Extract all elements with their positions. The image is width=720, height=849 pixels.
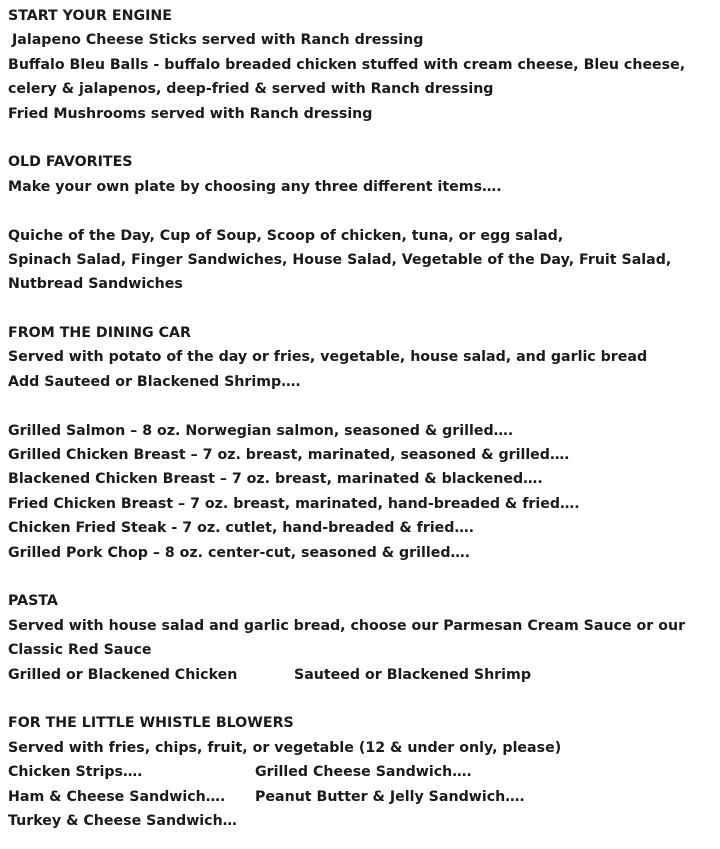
spacer (8, 199, 716, 223)
section-intro: Make your own plate by choosing any three different items…. (8, 178, 502, 195)
spacer (8, 394, 716, 418)
menu-item-list: Quiche of the Day, Cup of Soup, Scoop of chicken, tuna, or egg salad, (8, 227, 564, 244)
section-old-favorites (8, 150, 716, 296)
section-heading: OLD FAVORITES (8, 154, 133, 171)
menu-item: Chicken Fried Steak - 7 oz. cutlet, hand-breaded & fried…. (8, 520, 475, 537)
menu-item: Fried Chicken Breast – 7 oz. breast, marinated, hand-breaded & fried…. (8, 495, 580, 512)
section-heading: FROM THE DINING CAR (8, 325, 191, 342)
menu-item: Grilled or Blackened Chicken (8, 666, 238, 683)
menu-item: Jalapeno Cheese Sticks served with Ranch dressing (12, 32, 424, 49)
menu-item: Blackened Chicken Breast – 7 oz. breast, marinated & blackened…. (8, 471, 543, 488)
menu-item: Grilled Salmon – 8 oz. Norwegian salmon, seasoned & grilled…. (8, 422, 514, 439)
menu-item: Grilled Chicken Breast – 7 oz. breast, marinated, seasoned & grilled…. (8, 447, 570, 464)
spacer (8, 687, 716, 711)
menu-item: Buffalo Bleu Balls - buffalo breaded chicken stuffed with cream cheese, Bleu cheese, (8, 56, 686, 73)
section-start-your-engine (8, 4, 716, 126)
pasta-options-row (8, 663, 716, 687)
section-addon: Add Sauteed or Blackened Shrimp…. (8, 373, 301, 390)
menu-item: Turkey & Cheese Sandwich… (8, 812, 237, 829)
spacer (8, 565, 716, 589)
menu-item: Chicken Strips…. (8, 764, 143, 781)
section-dining-car (8, 321, 716, 565)
menu-item-list: Nutbread Sandwiches (8, 276, 183, 293)
section-pasta (8, 589, 716, 687)
section-heading: START YOUR ENGINE (8, 8, 172, 24)
spacer (8, 126, 716, 150)
menu-item: Grilled Cheese Sandwich…. (255, 764, 472, 781)
menu-document (8, 4, 716, 833)
section-intro: Served with house salad and garlic bread, choose our Parmesan Cream Sauce or our (8, 617, 686, 634)
kids-items-row (8, 760, 716, 784)
section-little-whistle-blowers (8, 711, 716, 833)
section-heading: PASTA (8, 593, 58, 610)
menu-item: Sauteed or Blackened Shrimp (294, 666, 531, 683)
spacer (8, 297, 716, 321)
section-intro-continued: Classic Red Sauce (8, 642, 152, 659)
section-intro: Served with potato of the day or fries, vegetable, house salad, and garlic bread (8, 349, 648, 366)
menu-item: Grilled Pork Chop – 8 oz. center-cut, seasoned & grilled…. (8, 544, 471, 561)
menu-item-list: Spinach Salad, Finger Sandwiches, House Salad, Vegetable of the Day, Fruit Salad, (8, 251, 672, 268)
kids-items-row (8, 809, 716, 833)
menu-item: Fried Mushrooms served with Ranch dressing (8, 105, 373, 122)
menu-item-continued: celery & jalapenos, deep-fried & served with Ranch dressing (8, 81, 494, 98)
section-heading: FOR THE LITTLE WHISTLE BLOWERS (8, 715, 294, 732)
kids-items-row (8, 785, 716, 809)
menu-item: Peanut Butter & Jelly Sandwich…. (255, 788, 525, 805)
section-intro: Served with fries, chips, fruit, or vegetable (12 & under only, please) (8, 739, 562, 756)
menu-item: Ham & Cheese Sandwich…. (8, 788, 226, 805)
